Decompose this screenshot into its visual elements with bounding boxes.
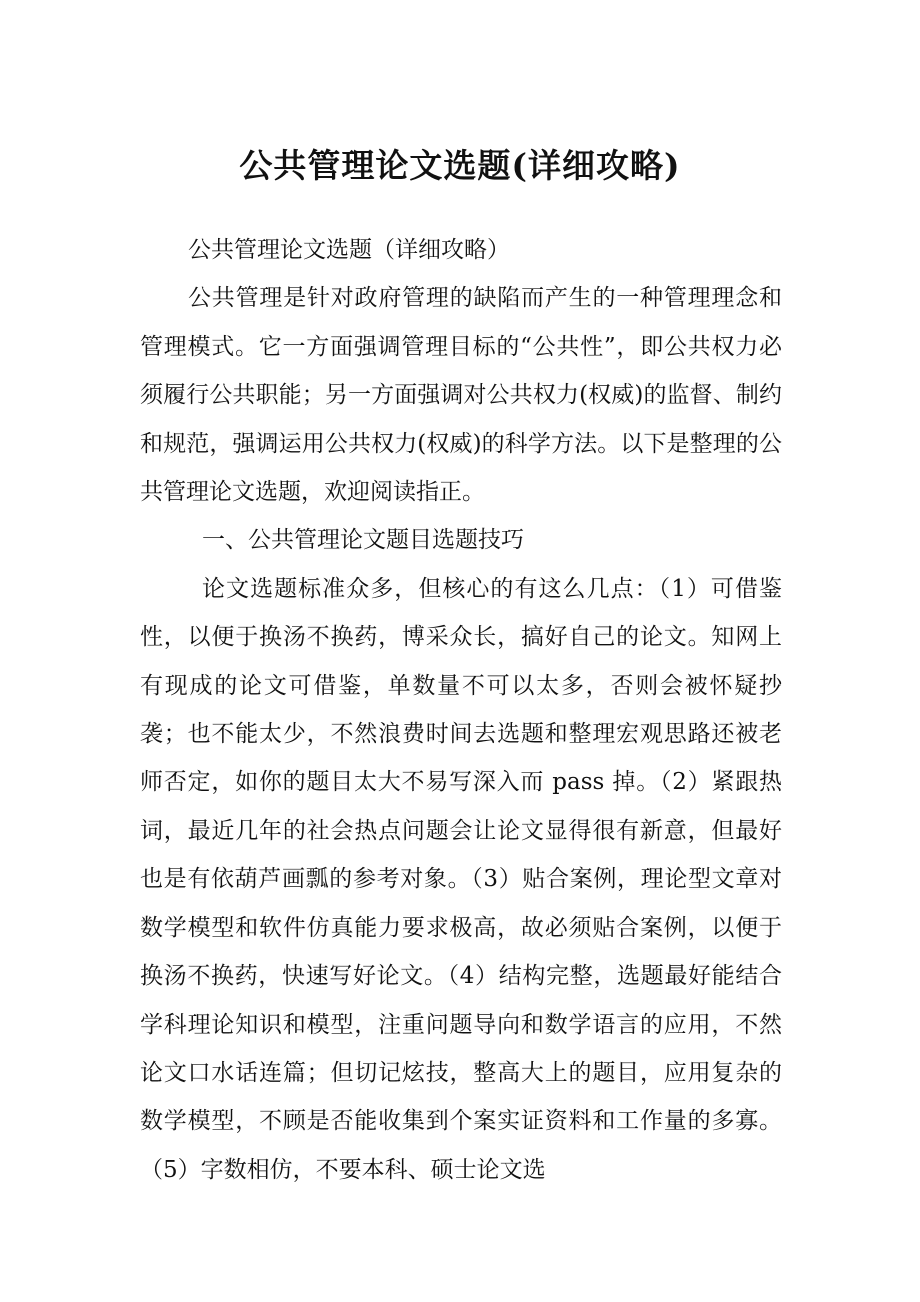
paragraph-subtitle: 公共管理论文选题（详细攻略） <box>188 237 510 263</box>
paragraph-intro: 公共管理是针对政府管理的缺陷而产生的一种管理理念和管理模式。它一方面强调管理目标的“公共性”，即公共权力必须履行公共职能；另一方面强调对公共权力(权威)的监督、制约和规范，强调运用公共权力(权威)的科学方法。以下是整理的公共管理论文选题，欢迎阅读指正。 <box>140 285 782 506</box>
document-title: 公共管理论文选题(详细攻略) <box>239 146 681 185</box>
paragraph-techniques: 论文选题标准众多，但核心的有这么几点：（1）可借鉴性，以便于换汤不换药，博采众长，搞好自己的论文。知网上有现成的论文可借鉴，单数量不可以太多，否则会被怀疑抄袭；也不能太少，不然浪费时间去选题和整理宏观思路还被老师否定，如你的题目太大不易写深入而 pass 掉。（2）紧跟热词，最近几年的社会热点问题会让论文显得很有新意，但最好也是有依葫芦画瓢的参考对象。（3）贴合案例，理论型文章对数学模型和软件仿真能力要求极高，故必须贴合案例，以便于换汤不换药，快速写好论文。（4）结构完整，选题最好能结合学科理论知识和模型，注重问题导向和数学语言的应用，不然论文口水话连篇；但切记炫技，整高大上的题目，应用复杂的数学模型，不顾是否能收集到个案实证资料和工作量的多寡。（5）字数相仿，不要本科、硕士论文选 <box>140 575 782 1183</box>
document-body <box>140 226 782 1194</box>
section-heading: 一、公共管理论文题目选题技巧 <box>202 527 524 554</box>
